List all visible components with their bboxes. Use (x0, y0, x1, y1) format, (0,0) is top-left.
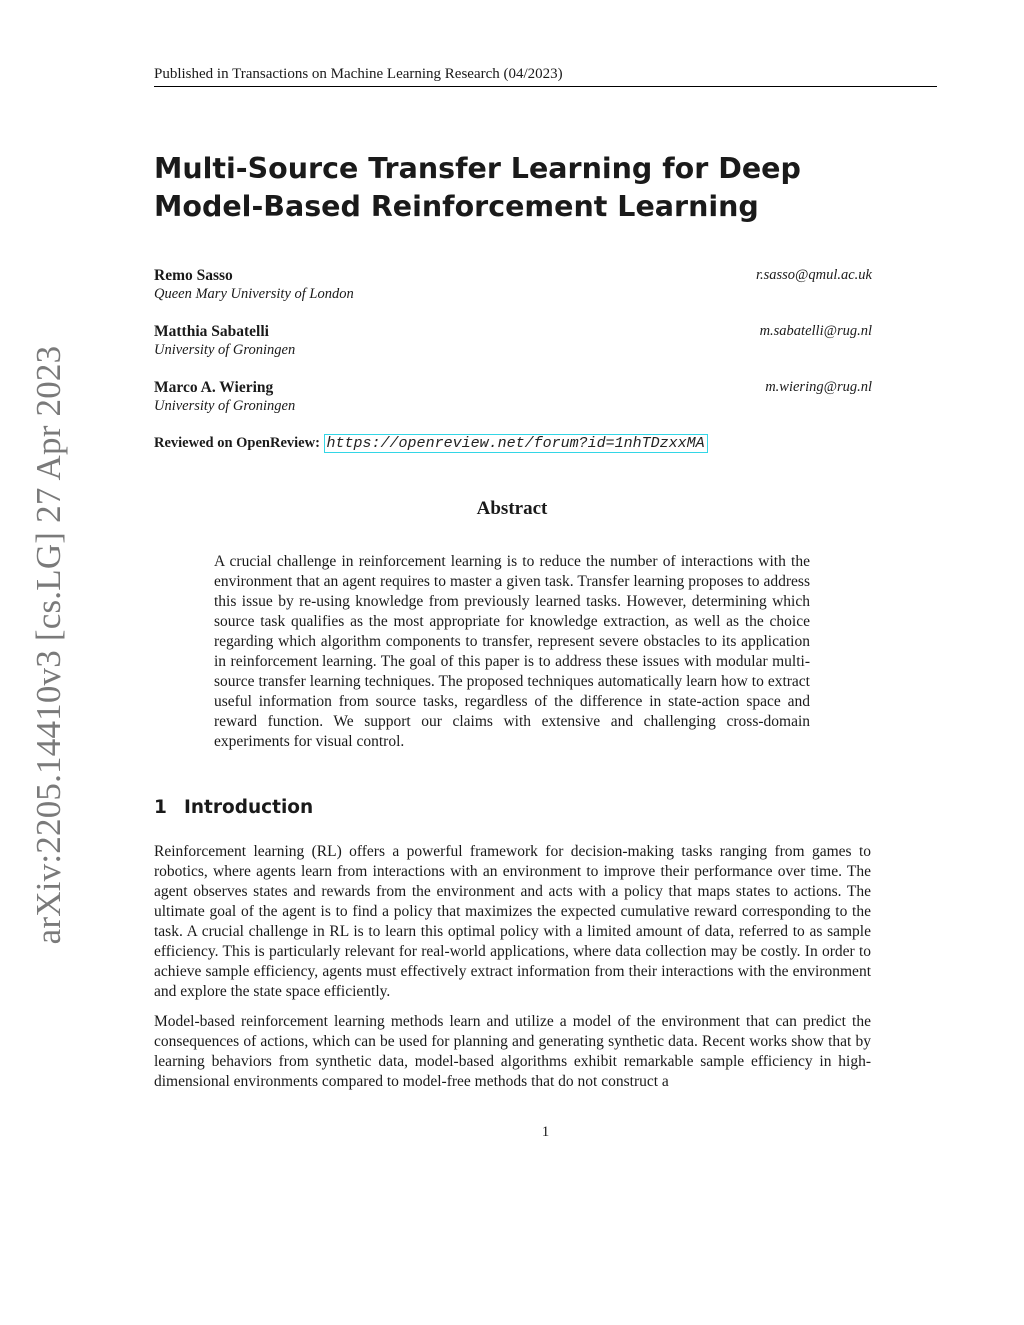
review-label: Reviewed on OpenReview: (154, 435, 320, 451)
author-affiliation: Queen Mary University of London (154, 286, 354, 302)
author-block (154, 378, 872, 416)
author-name: Remo Sasso (154, 267, 233, 284)
author-email[interactable]: r.sasso@qmul.ac.uk (755, 267, 872, 283)
arxiv-stamp: arXiv:2205.14410v3 [cs.LG] 27 Apr 2023 (29, 345, 68, 945)
body-paragraph: Reinforcement learning (RL) offers a powerful framework for decision-making tasks ranging from games to robotics, where agents learn from interactions with an environment to improve their performance over time. The agent observes states and rewards from the environment and acts with a policy that maps states to actions. The ultimate goal of the agent is to find a policy that maximizes the expected cumulative reward corresponding to the task. A crucial challenge in RL is to learn this optimal policy with a limited amount of data, referred to as sample efficiency. This is particularly relevant for real-world applications, where data collection may be costly. In order to achieve sample efficiency, agents must effectively extract information from their interactions with the environment and explore the state space efficiently. (154, 843, 871, 1000)
author-email[interactable]: m.wiering@rug.nl (765, 379, 872, 395)
page-number: 1 (541, 1124, 550, 1140)
author-affiliation: University of Groningen (154, 342, 296, 358)
section-title: Introduction (184, 797, 314, 818)
author-name: Marco A. Wiering (154, 379, 274, 396)
author-email[interactable]: m.sabatelli@rug.nl (759, 323, 872, 339)
openreview-link[interactable]: https://openreview.net/forum?id=1nhTDzxxMA (324, 434, 708, 453)
section-heading (154, 797, 313, 818)
author-block (154, 322, 872, 360)
author-block (154, 266, 872, 304)
author-affiliation: University of Groningen (154, 398, 296, 414)
body-paragraph: Model-based reinforcement learning methods learn and utilize a model of the environment that can predict the consequences of actions, which can be used for planning and generating synthetic data. Recent works show that by learning behaviors from synthetic data, model-based algorithms exhibit remarkable sample efficiency in high-dimensional environments compared to model-free methods that do not construct a (154, 1013, 871, 1090)
abstract-heading: Abstract (476, 498, 548, 519)
header-rule (154, 86, 937, 87)
running-header: Published in Transactions on Machine Learning Research (04/2023) (154, 66, 563, 82)
paper-title: Multi-Source Transfer Learning for Deep Model-Based Reinforcement Learning (154, 152, 801, 223)
section-number: 1 (154, 797, 167, 818)
review-line (154, 434, 708, 453)
abstract-text: A crucial challenge in reinforcement learning is to reduce the number of interactions with the environment that an agent requires to master a given task. Transfer learning proposes to address this issue by re-using knowledge from previously learned tasks. However, determining which source task qualifies as the most appropriate for knowledge extraction, as well as the choice regarding which algorithm components to transfer, represent severe obstacles to its application in reinforcement learning. The goal of this paper is to address these issues with modular multi-source transfer learning techniques. The proposed techniques automatically learn how to extract useful information from source tasks, regardless of the difference in state-action space and reward function. We support our claims with extensive and challenging cross-domain experiments for visual control. (214, 553, 810, 750)
author-name: Matthia Sabatelli (154, 323, 269, 340)
